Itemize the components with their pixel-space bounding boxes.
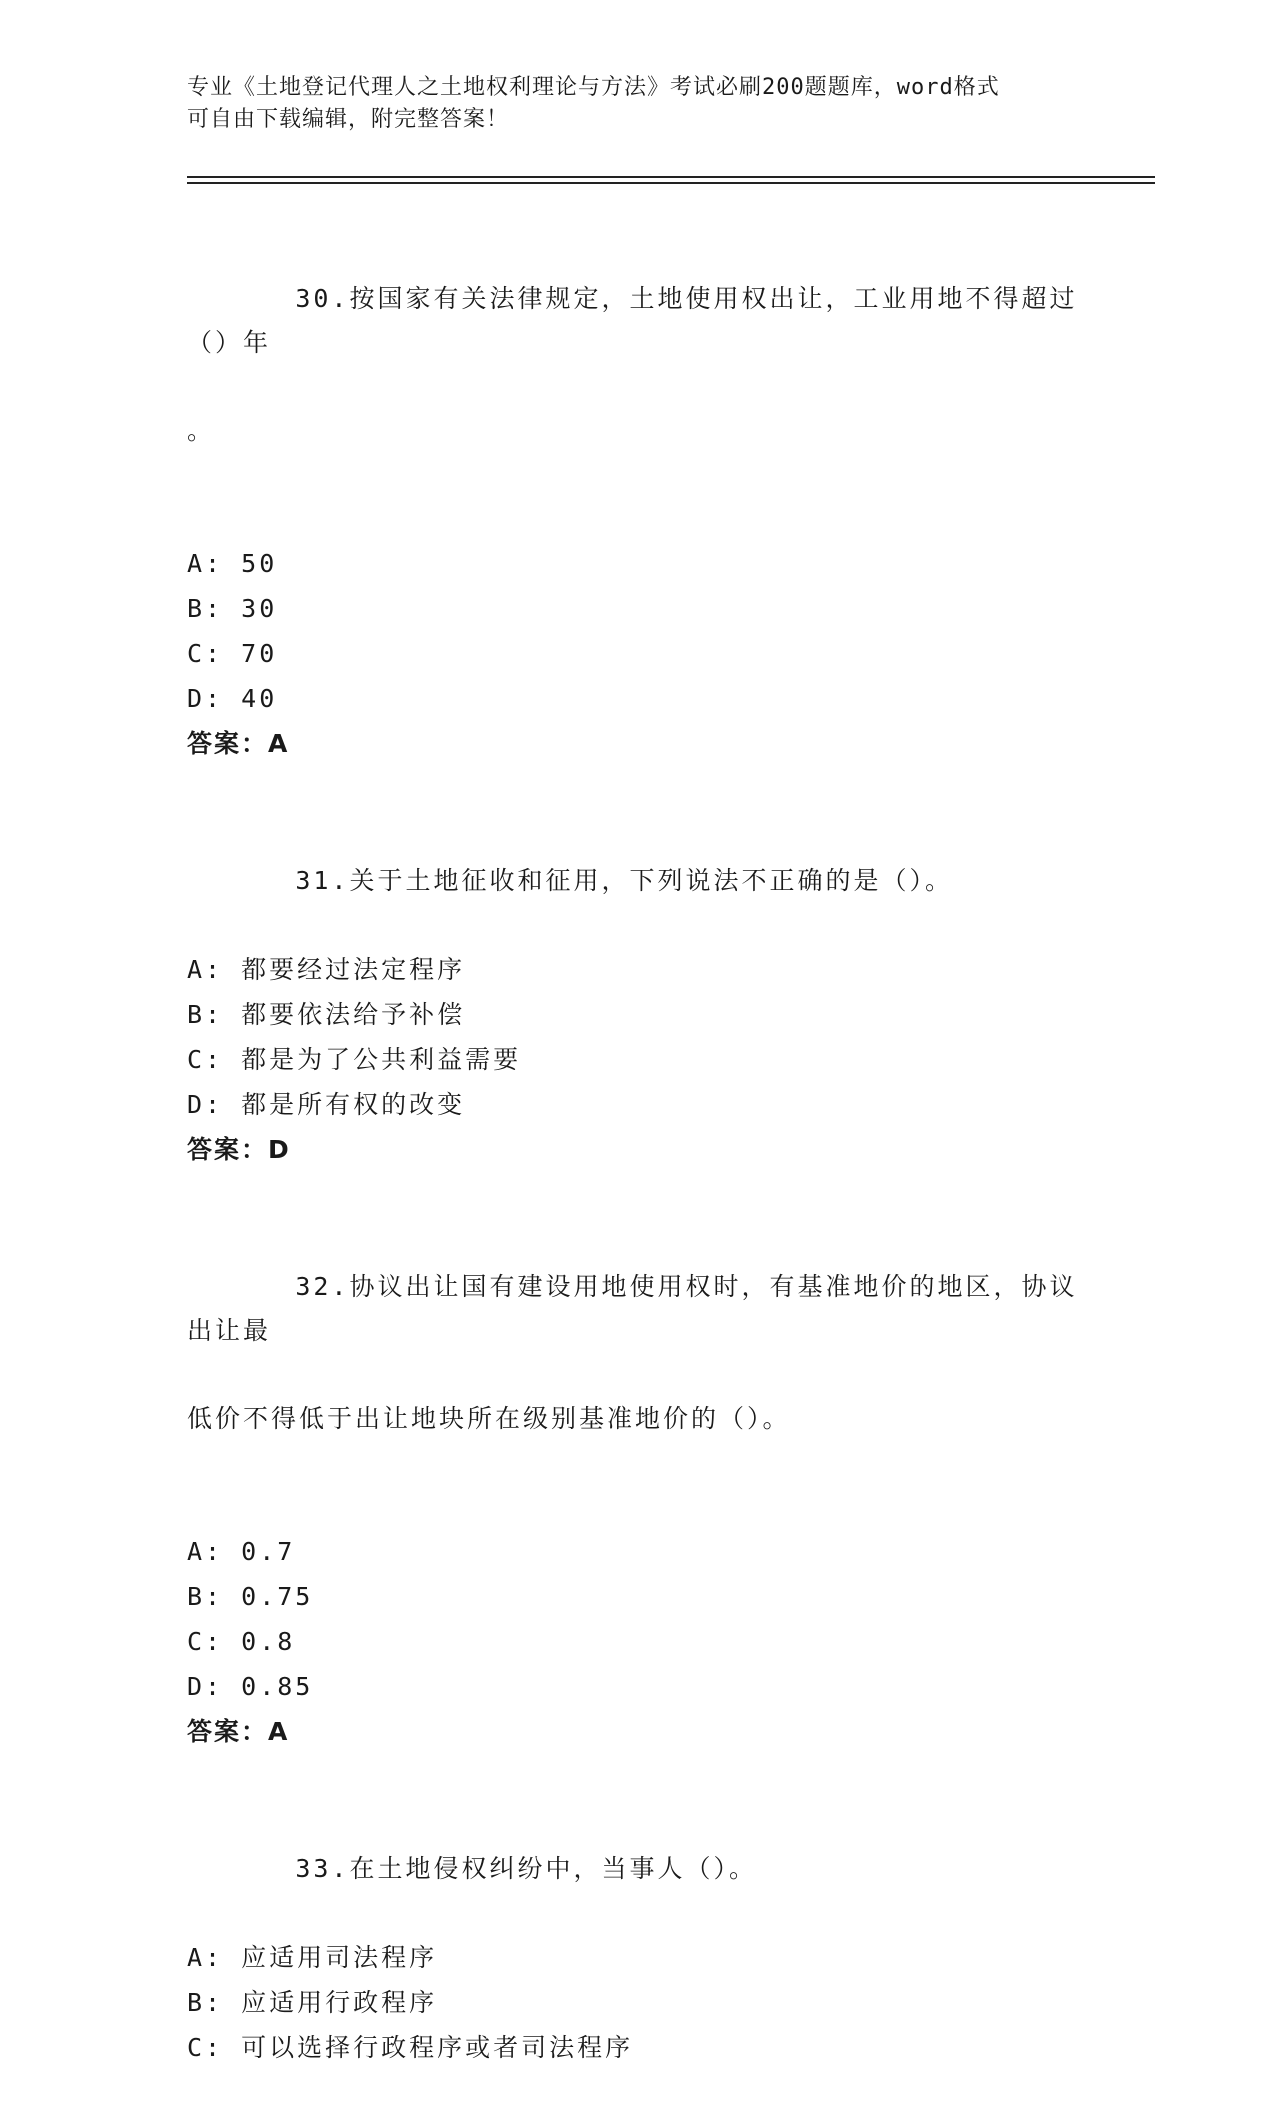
option-b: B: 30 <box>187 594 278 623</box>
header-line-1: 专业《土地登记代理人之土地权利理论与方法》考试必刷200题题库，word格式 <box>187 75 1000 100</box>
question-stem <box>187 233 1087 541</box>
option-a: A: 应适用司法程序 <box>187 1943 438 1972</box>
answer-line: 答案：A <box>187 729 290 758</box>
question-stem <box>187 815 1087 947</box>
option-c: C: 70 <box>187 639 278 668</box>
header-divider-bottom <box>187 182 1155 184</box>
option-c: C: 0.8 <box>187 1627 296 1656</box>
question-stem <box>187 1221 1087 1529</box>
question-33 <box>187 1803 1087 2070</box>
header-divider-top <box>187 176 1155 178</box>
question-32 <box>187 1221 1087 1755</box>
question-31 <box>187 815 1087 1173</box>
option-d: D: 40 <box>187 684 278 713</box>
question-stem-line-1: 31.关于土地征收和征用，下列说法不正确的是（）。 <box>295 866 953 895</box>
option-c: C: 都是为了公共利益需要 <box>187 1045 522 1074</box>
option-a: A: 50 <box>187 549 278 578</box>
option-b: B: 0.75 <box>187 1582 314 1611</box>
question-stem <box>187 1803 1087 1935</box>
answer-line: 答案：D <box>187 1135 291 1164</box>
question-stem-line-2: 低价不得低于出让地块所在级别基准地价的（）。 <box>187 1404 791 1433</box>
option-a: A: 0.7 <box>187 1537 296 1566</box>
option-b: B: 应适用行政程序 <box>187 1988 438 2017</box>
question-list <box>187 233 1087 2118</box>
document-header <box>187 72 1067 136</box>
question-stem-line-2: 。 <box>187 416 216 445</box>
header-line-2: 可自由下载编辑，附完整答案！ <box>187 107 510 132</box>
option-d: D: 都是所有权的改变 <box>187 1090 466 1119</box>
answer-line: 答案：A <box>187 1717 290 1746</box>
question-stem-line-1: 32.协议出让国有建设用地使用权时，有基准地价的地区，协议出让最 <box>187 1272 1078 1345</box>
question-stem-line-1: 33.在土地侵权纠纷中，当事人（）。 <box>295 1854 757 1883</box>
option-b: B: 都要依法给予补偿 <box>187 1000 466 1029</box>
question-stem-line-1: 30.按国家有关法律规定，土地使用权出让，工业用地不得超过（）年 <box>187 284 1078 357</box>
option-c: C: 可以选择行政程序或者司法程序 <box>187 2033 634 2062</box>
question-30 <box>187 233 1087 767</box>
option-d: D: 0.85 <box>187 1672 314 1701</box>
option-a: A: 都要经过法定程序 <box>187 955 466 984</box>
